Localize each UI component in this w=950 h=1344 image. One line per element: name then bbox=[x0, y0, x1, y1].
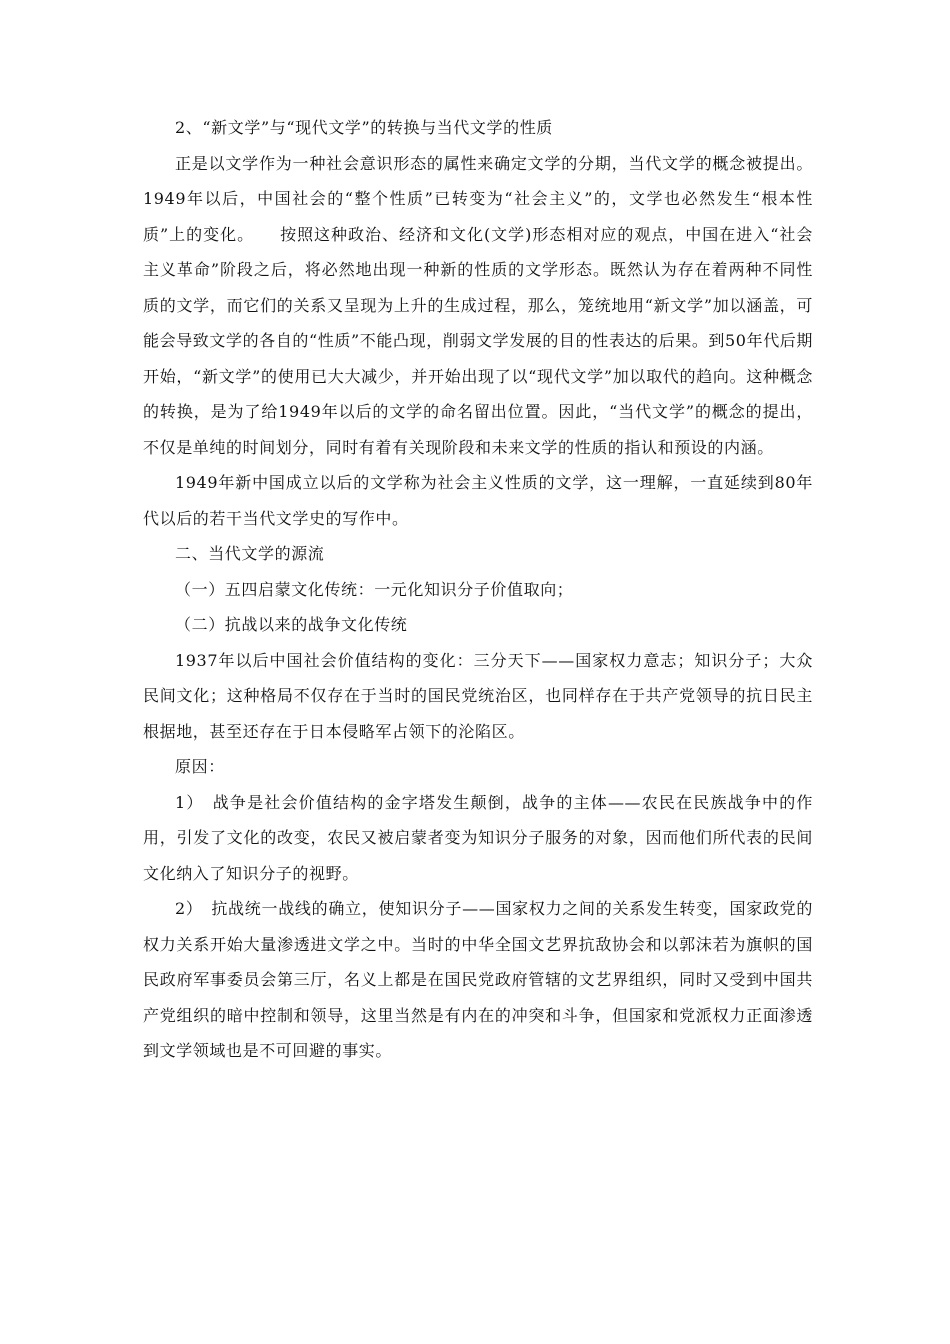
subsection-heading: （二）抗战以来的战争文化传统 bbox=[175, 615, 408, 634]
list-item: 1） 战争是社会价值结构的金字塔发生颠倒，战争的主体——农民在民族战争中的作用，引发了文化的改变，农民又被启蒙者变为知识分子服务的对象，因而他们所代表的民间文化纳入了知识分子的视野。 bbox=[143, 792, 813, 883]
paragraph: 1949年新中国成立以后的文学称为社会主义性质的文学，这一理解，一直延续到80年代以后的若干当代文学史的写作中。 bbox=[143, 473, 813, 528]
subsection-heading: （一）五四启蒙文化传统：一元化知识分子价值取向； bbox=[175, 579, 574, 599]
document-body bbox=[143, 110, 813, 1069]
paragraph: 1937年以后中国社会价值结构的变化：三分天下——国家权力意志；知识分子；大众民间文化；这种格局不仅存在于当时的国民党统治区，也同样存在于共产党领导的抗日民主根据地，甚至还存在于日本侵略军占领下的沦陷区。 bbox=[143, 650, 813, 741]
list-item: 2） 抗战统一战线的确立，使知识分子——国家权力之间的关系发生转变，国家政党的权力关系开始大量渗透进文学之中。当时的中华全国文艺界抗敌协会和以郭沫若为旗帜的国民政府军事委员会第三厅，名义上都是在国民党政府管辖的文艺界组织，同时又受到中国共产党组织的暗中控制和领导，这里当然是有内在的冲突和斗争，但国家和党派权力正面渗透到文学领域也是不可回避的事实。 bbox=[143, 899, 813, 1060]
paragraph: 原因： bbox=[175, 757, 225, 776]
section-heading: 二、当代文学的源流 bbox=[175, 544, 325, 563]
paragraph: 正是以文学作为一种社会意识形态的属性来确定文学的分期，当代文学的概念被提出。1949年以后，中国社会的“整个性质”已转变为“社会主义”的，文学也必然发生“根本性质”上的变化。 按照这种政治、经济和文化(文学)形态相对应的观点，中国在进入“社会主义革命”阶段之后，将必然地出现一种新的性质的文学形态。既然认为存在着两种不同性质的文学，而它们的关系又呈现为上升的生成过程，那么，笼统地用“新文学”加以涵盖，可能会导致文学的各自的“性质”不能凸现，削弱文学发展的目的性表达的后果。到50年代后期开始，“新文学”的使用已大大减少，并开始出现了以“现代文学”加以取代的趋向。这种概念的转换，是为了给1949年以后的文学的命名留出位置。因此，“当代文学”的概念的提出，不仅是单纯的时间划分，同时有着有关现阶段和未来文学的性质的指认和预设的内涵。 bbox=[143, 153, 813, 457]
section-heading: 2、“新文学”与“现代文学”的转换与当代文学的性质 bbox=[175, 118, 553, 137]
